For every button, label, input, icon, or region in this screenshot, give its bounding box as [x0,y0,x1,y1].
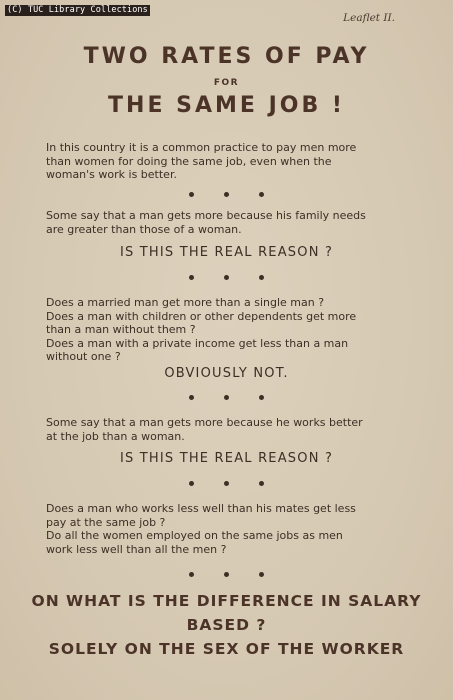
separator-dot [224,395,229,400]
separator-dot [189,192,194,197]
paragraph-intro [46,141,366,182]
title-line-2: FOR [213,78,240,88]
separator-dot [259,572,264,577]
separator-dot [259,275,264,280]
separator-dot [189,481,194,486]
paragraph-line: than a man without them ? [46,323,196,336]
separator-dot [224,192,229,197]
dot-separator [0,273,453,283]
separator-dot [259,395,264,400]
separator-dot [189,275,194,280]
closing-line-2: BASED ? [186,616,267,634]
paragraph-line: at the job than a woman. [46,429,185,443]
paragraph-line: Do all the women employed on the same jobs as men [46,529,343,542]
closing-line-1: ON WHAT IS THE DIFFERENCE IN SALARY [31,592,422,610]
dot-separator [0,393,453,403]
paragraph-works-better [46,416,366,443]
dot-separator [0,570,453,580]
paragraph-line: In this country it is a common practice to pay men more [46,141,357,154]
separator-dot [189,572,194,577]
separator-dot [189,395,194,400]
separator-dot [224,275,229,280]
question-heading-2: IS THIS THE REAL REASON ? [119,451,334,466]
question-heading-1: IS THIS THE REAL REASON ? [119,245,334,260]
paragraph-line: woman's work is better. [46,168,177,181]
dot-separator [0,190,453,200]
separator-dot [259,481,264,486]
paragraph-line: without one ? [46,350,121,363]
paragraph-line: Some say that a man gets more because his family needs [46,209,366,222]
paragraph-line: Does a married man get more than a single man ? [46,296,325,309]
dot-separator [0,479,453,489]
separator-dot [259,192,264,197]
copyright-notice: (C) TUC Library Collections [7,5,148,15]
paragraph-family-needs [46,209,366,236]
paragraph-line: Does a man who works less well than his mates get less [46,502,356,515]
paragraph-line: work less well than all the men ? [46,542,227,556]
paragraph-line: Does a man with a private income get less than a man [46,336,349,350]
separator-dot [224,572,229,577]
separator-dot [224,481,229,486]
answer-heading: OBVIOUSLY NOT. [164,366,289,381]
paragraph-line: Some say that a man gets more because he works better [46,416,363,429]
paragraph-line: are greater than those of a woman. [46,222,242,236]
paragraph-less-well [46,502,366,556]
paragraph-line: Does a man with children or other dependents get more [46,309,357,323]
closing-line-3: SOLELY ON THE SEX OF THE WORKER [48,640,405,658]
paragraph-line: than women for doing the same job, even when the [46,154,332,168]
paragraph-married-man [46,296,366,364]
title-line-3: THE SAME JOB ! [108,93,345,118]
title-line-1: TWO RATES OF PAY [83,44,370,69]
leaflet-number: Leaflet II. [343,12,395,24]
paragraph-line: pay at the same job ? [46,515,166,529]
